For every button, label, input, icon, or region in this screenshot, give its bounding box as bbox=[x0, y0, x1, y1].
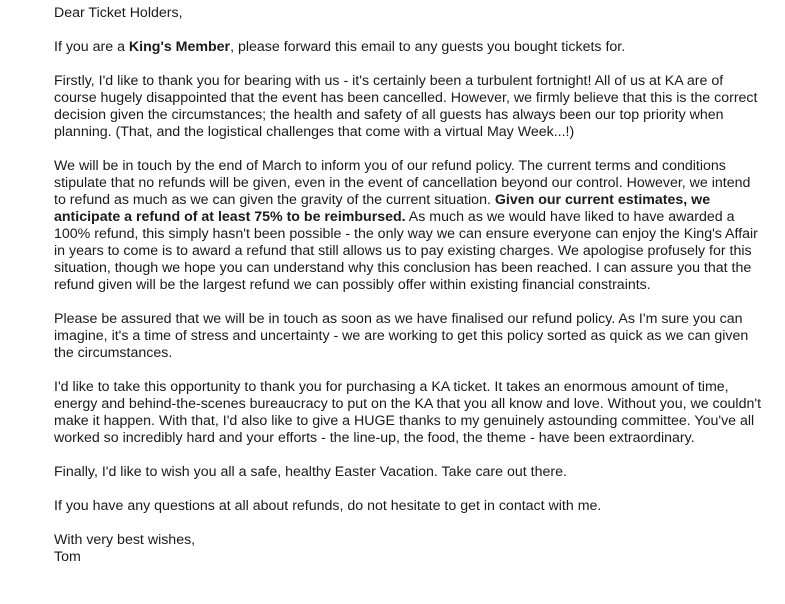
forward-note-text-after: , please forward this email to any guests you bought tickets for. bbox=[230, 39, 626, 55]
paragraph-refund-policy bbox=[54, 158, 766, 294]
paragraph-forward-note bbox=[54, 39, 766, 56]
signature: Tom bbox=[54, 549, 81, 565]
kings-member-bold: King's Member bbox=[128, 39, 231, 55]
greeting: Dear Ticket Holders, bbox=[54, 5, 183, 21]
paragraph-assurance: Please be assured that we will be in touch as soon as we have finalised our refund policy. As I'm sure you can imagine, it's a time of stress and uncertainty - we are working to get this policy sorted as quick as we can given the circumstances. bbox=[54, 311, 749, 361]
refund-text-after: As much as we would have liked to have awarded a 100% refund, this simply hasn't been possible - the only way we can ensure everyone can enjoy the King's Affair in years to come is to award a refund that still allows us to pay existing charges. We apologise profusely for this situation, though we hope you can understand why this conclusion has been reached. I can assure you that the refund given will be the largest refund we can possibly offer within existing financial constraints. bbox=[54, 209, 758, 293]
paragraph-thanks-cancellation: Firstly, I'd like to thank you for bearing with us - it's certainly been a turbulent fortnight! All of us at KA are of course hugely disappointed that the event has been cancelled. However, we firmly believe that this is the correct decision given the circumstances; the health and safety of all guests has always been our top priority when planning. (That, and the logistical challenges that come with a virtual May Week...!) bbox=[54, 73, 758, 140]
signoff: With very best wishes, bbox=[54, 532, 196, 548]
email-body bbox=[54, 5, 766, 566]
refund-text-before: We will be in touch by the end of March to inform you of our refund policy. The current terms and conditions stipulate that no refunds will be given, even in the event of cancellation beyond our control. However, we intend to refund as much as we can given the gravity of the current situation. bbox=[54, 158, 751, 208]
paragraph-contact: If you have any questions at all about refunds, do not hesitate to get in contact with me. bbox=[54, 498, 602, 514]
paragraph-easter-wishes: Finally, I'd like to wish you all a safe, healthy Easter Vacation. Take care out there. bbox=[54, 464, 567, 480]
paragraph-appreciation: I'd like to take this opportunity to thank you for purchasing a KA ticket. It takes an enormous amount of time, energy and behind-the-scenes bureaucracy to put on the KA that you all know and love. Without you, we couldn't make it happen. With that, I'd also like to give a HUGE thanks to my genuinely astounding committee. You've all worked so incredibly hard and your efforts - the line-up, the food, the theme - have been extraordinary. bbox=[54, 379, 762, 446]
forward-note-text-before: If you are a bbox=[54, 39, 129, 55]
refund-estimate-bold: Given our current estimates, we anticipate a refund of at least 75% to be reimbursed. bbox=[54, 192, 711, 225]
